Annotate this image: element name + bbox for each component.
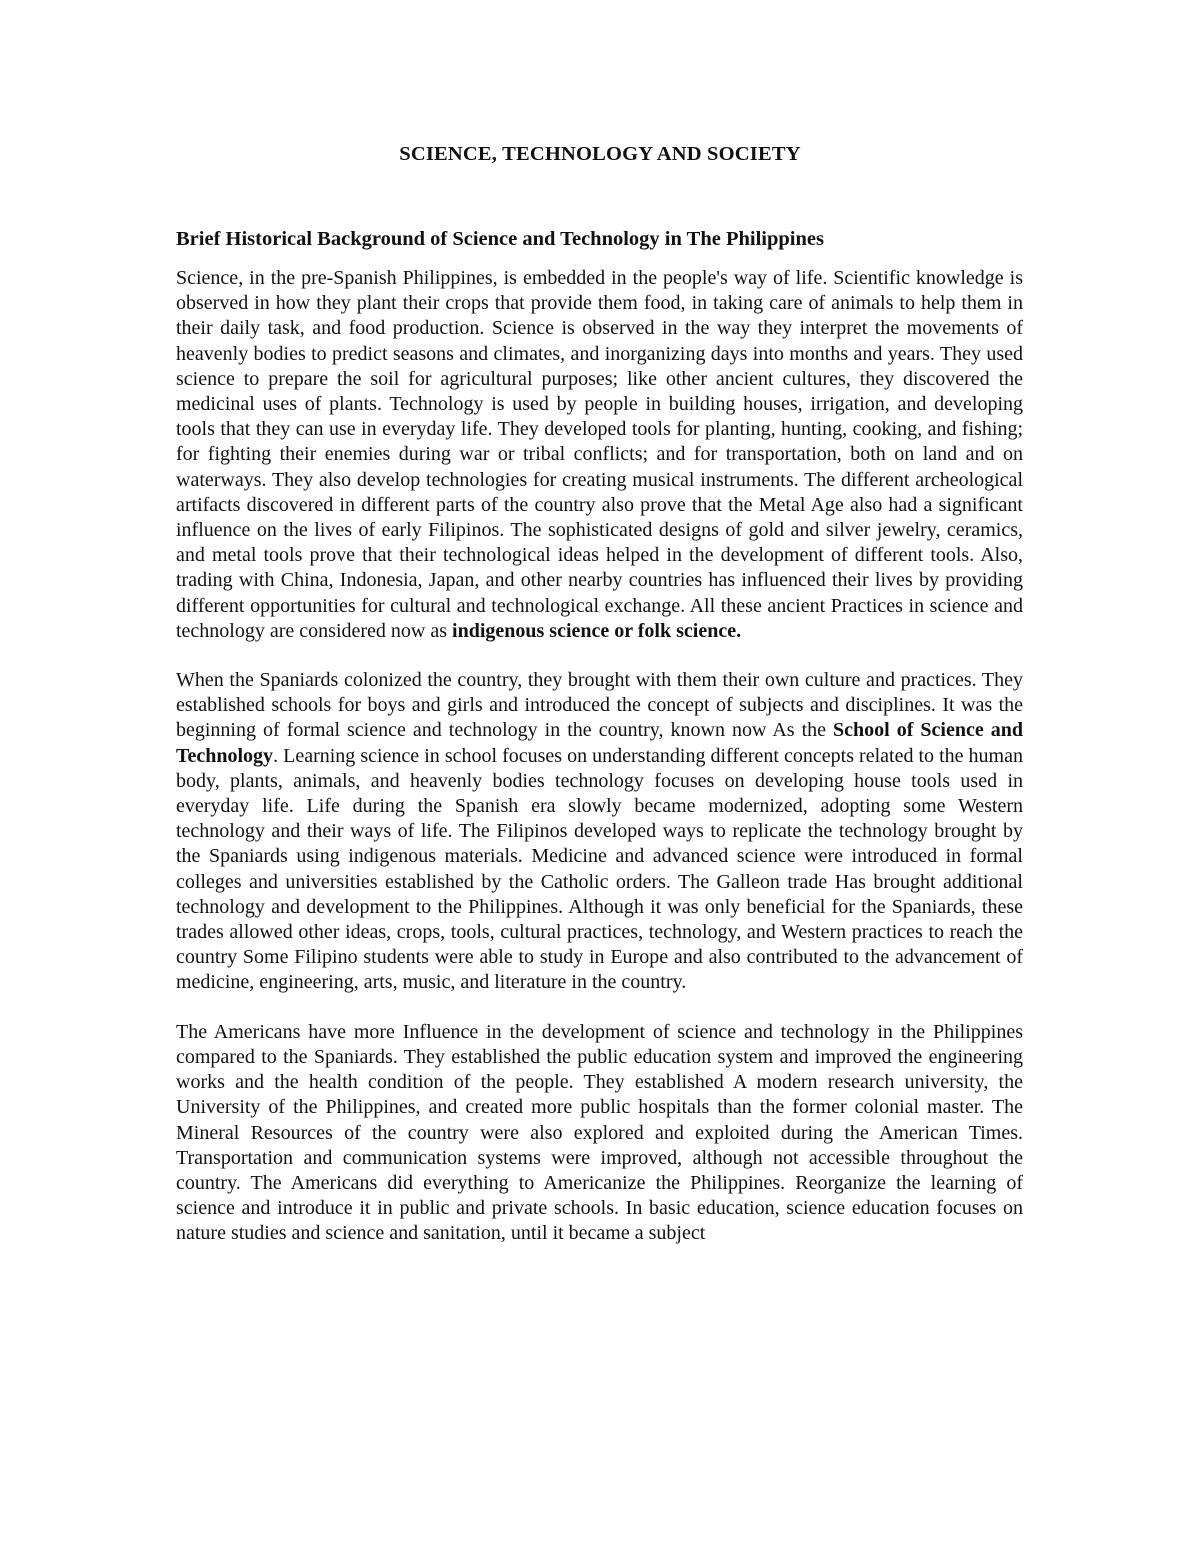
paragraph-spanish-era [176,668,1023,996]
section-heading: Brief Historical Background of Science and Technology in The Philippines [176,228,824,250]
paragraph-text: When the Spaniards colonized the country, they brought with them their own culture and practices. They established schools for boys and girls and introduced the concept of subjects and disciplines. It was the beginning of formal science and technology in the country, known now As the [176,669,1023,742]
bold-term-school-of-science: School of Science and Technology [176,719,1024,767]
bold-term-indigenous-science: indigenous science or folk science. [452,619,742,642]
paragraph-american-era [176,1020,1023,1247]
paragraph-pre-spanish [176,266,1023,644]
paragraph-text: Science, in the pre-Spanish Philippines, is embedded in the people's way of life. Scientific knowledge is observed in how they plant their crops that provide them food, in taking care of animals to help them in their daily task, and food production. Science is observed in the way they interpret the movements of heavenly bodies to predict seasons and climates, and inorganizing days into months and years. They used science to prepare the soil for agricultural purposes; like other ancient cultures, they discovered the medicinal uses of plants. Technology is used by people in building houses, irrigation, and developing tools that they can use in everyday life. They developed tools for planting, hunting, cooking, and fishing; for fighting their enemies during war or tribal conflicts; and for transportation, both on land and on waterways. They also develop technologies for creating musical instruments. The different archeological artifacts discovered in different parts of the country also prove that the Metal Age also had a significant influence on the lives of early Filipinos. The sophisticated designs of gold and silver jewelry, ceramics, and metal tools prove that their technological ideas helped in the development of different tools. Also, trading with China, Indonesia, Japan, and other nearby countries has influenced their lives by providing different opportunities for cultural and technological exchange. All these ancient Practices in science and technology are considered now as [176,267,1023,642]
document-body [176,227,1023,1271]
paragraph-text: . Learning science in school focuses on understanding different concepts related to the human body, plants, animals, and heavenly bodies technology focuses on developing house tools used in everyday life. Life during the Spanish era slowly became modernized, adopting some Western technology and their ways of life. The Filipinos developed ways to replicate the technology brought by the Spaniards using indigenous materials. Medicine and advanced science were introduced in formal colleges and universities established by the Catholic orders. The Galleon trade Has brought additional technology and development to the Philippines. Although it was only beneficial for the Spaniards, these trades allowed other ideas, crops, tools, cultural practices, technology, and Western practices to reach the country Some Filipino students were able to study in Europe and also contributed to the advancement of medicine, engineering, arts, music, and literature in the country. [176,744,1023,994]
paragraph-text: The Americans have more Influence in the development of science and technology in the Philippines compared to the Spaniards. They established the public education system and improved the engineering works and the health condition of the people. They established A modern research university, the University of the Philippines, and created more public hospitals than the former colonial master. The Mineral Resources of the country were also explored and exploited during the American Times. Transportation and communication systems were improved, although not accessible throughout the country. The Americans did everything to Americanize the Philippines. Reorganize the learning of science and introduce it in public and private schools. In basic education, science education focuses on nature studies and science and sanitation, until it became a subject [176,1020,1023,1245]
document-title: SCIENCE, TECHNOLOGY AND SOCIETY [399,143,801,165]
